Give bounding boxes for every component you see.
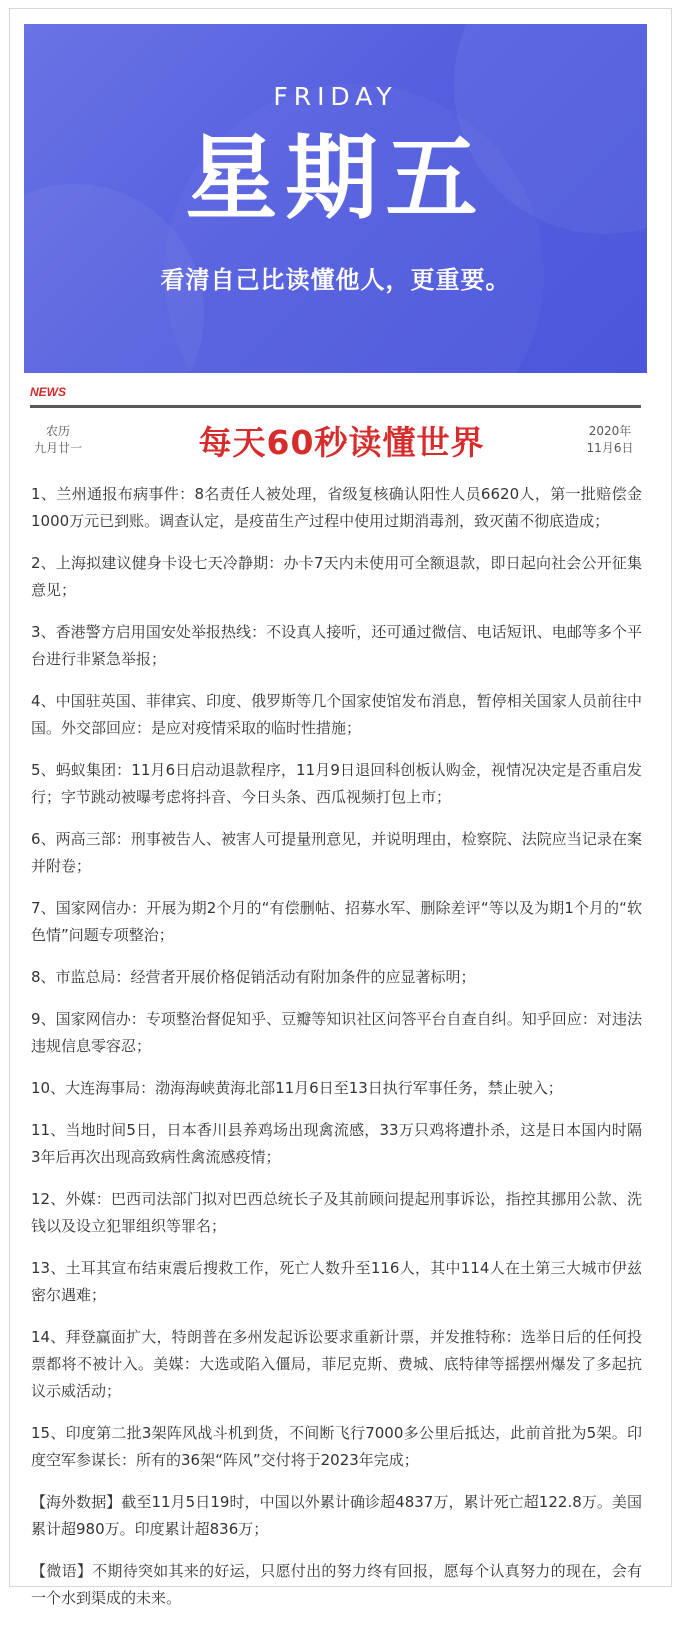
- news-item: 5、蚂蚁集团：11月6日启动退款程序，11月9日退回科创板认购金，视情况决定是否重启发行；字节跳动被曝考虑将抖音、今日头条、西瓜视频打包上市；: [31, 761, 642, 806]
- news-tag: NEWS: [30, 385, 66, 399]
- divider: [30, 405, 641, 408]
- news-list: [31, 481, 642, 1627]
- news-item: 2、上海拟建议健身卡设七天冷静期：办卡7天内未使用可全额退款，即日起向社会公开征集意见；: [31, 554, 642, 599]
- news-item: 13、土耳其宣布结束震后搜救工作，死亡人数升至116人，其中114人在土第三大城市伊兹密尔遇难；: [31, 1259, 642, 1304]
- year-label: 2020年: [588, 424, 632, 438]
- lunar-date: 九月廿一: [34, 441, 83, 455]
- date-label: 11月6日: [586, 441, 634, 455]
- gregorian-date-block: [580, 423, 640, 457]
- news-item: 9、国家网信办：专项整治督促知乎、豆瓣等知识社区问答平台自查自纠。知乎回应：对违法违规信息零容忍；: [31, 1010, 642, 1055]
- weekday-english: FRIDAY: [273, 82, 398, 111]
- news-item: 7、国家网信办：开展为期2个月的“有偿删帖、招募水军、删除差评“等以及为期1个月的“软色情”问题专项整治；: [31, 899, 642, 944]
- news-item: 11、当地时间5日，日本香川县养鸡场出现禽流感，33万只鸡将遭扑杀，这是日本国内时隔3年后再次出现高致病性禽流感疫情；: [31, 1121, 642, 1166]
- news-item: 3、香港警方启用国安处举报热线：不设真人接听，还可通过微信、电话短讯、电邮等多个平台进行非紧急举报；: [31, 623, 642, 668]
- news-item: 1、兰州通报布病事件：8名责任人被处理，省级复核确认阳性人员6620人，第一批赔偿金1000万元已到账。调查认定，是疫苗生产过程中使用过期消毒剂，致灭菌不彻底造成；: [31, 485, 642, 530]
- header-banner: [24, 24, 647, 373]
- news-item: 15、印度第二批3架阵风战斗机到货，不间断飞行7000多公里后抵达，此前首批为5架。印度空军参谋长：所有的36架“阵风”交付将于2023年完成；: [31, 1424, 642, 1469]
- overseas-data-item: 【海外数据】截至11月5日19时，中国以外累计确诊超4837万，累计死亡超122.8万。美国累计超980万。印度累计超836万；: [31, 1493, 642, 1538]
- news-item: 14、拜登赢面扩大，特朗普在多州发起诉讼要求重新计票，并发推特称：选举日后的任何投票都将不被计入。美媒：大选或陷入僵局，菲尼克斯、费城、底特律等摇摆州爆发了多起抗议示威活动；: [31, 1328, 642, 1400]
- banner-slogan: 看清自己比读懂他人，更重要。: [160, 266, 511, 294]
- news-item: 4、中国驻英国、菲律宾、印度、俄罗斯等几个国家使馆发布消息，暂停相关国家人员前往中国。外交部回应：是应对疫情采取的临时性措施；: [31, 692, 642, 737]
- page-title: 每天60秒读懂世界: [198, 423, 485, 462]
- lunar-label: 农历: [46, 424, 71, 438]
- news-item: 8、市监总局：经营者开展价格促销活动有附加条件的应显著标明；: [31, 968, 476, 986]
- quote-item: 【微语】不期待突如其来的好运，只愿付出的努力终有回报，愿每个认真努力的现在，会有一个水到渠成的未来。: [31, 1562, 642, 1607]
- weekday-chinese: 星期五: [185, 125, 486, 232]
- news-item: 10、大连海事局：渤海海峡黄海北部11月6日至13日执行军事任务，禁止驶入；: [31, 1079, 563, 1097]
- news-item: 6、两高三部：刑事被告人、被害人可提量刑意见，并说明理由，检察院、法院应当记录在案并附卷；: [31, 830, 642, 875]
- news-item: 12、外媒：巴西司法部门拟对巴西总统长子及其前顾问提起刑事诉讼，指控其挪用公款、洗钱以及设立犯罪组织等罪名；: [31, 1190, 642, 1235]
